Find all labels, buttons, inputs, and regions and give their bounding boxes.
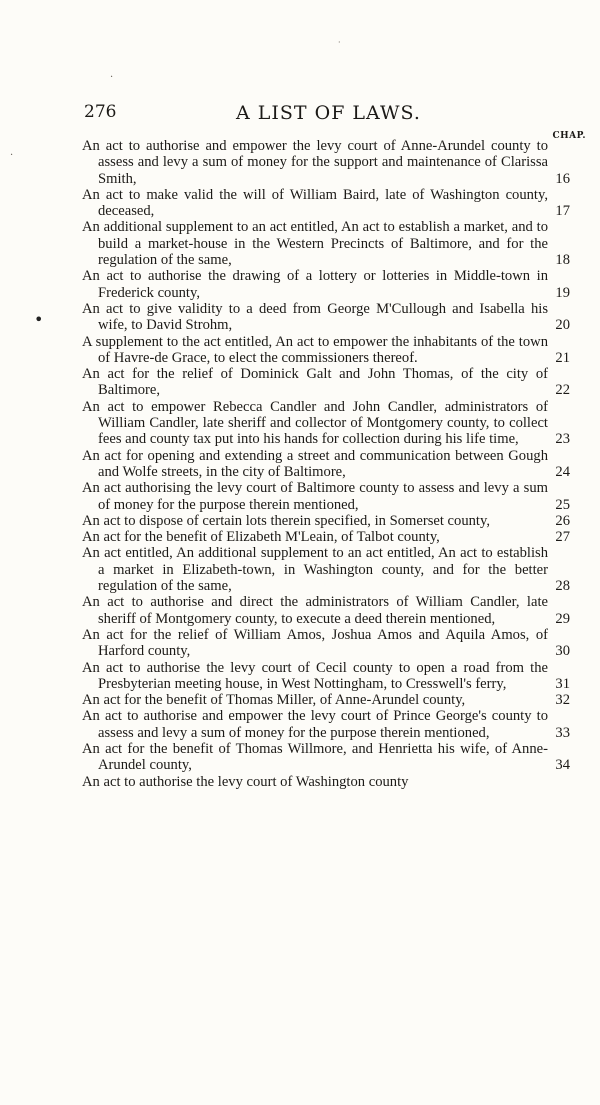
law-entry — [82, 138, 570, 187]
chapter-number: 31 — [555, 675, 570, 692]
law-entry-text: A supplement to the act entitled, An act to empower the inhabitants of the town of Havre-de Grace, to elect the commissioners thereof. — [82, 333, 548, 366]
law-entry-text: An additional supplement to an act entitled, An act to establish a market, and to build a market-house in the Western Precincts of Baltimore, and for the regulation of the same, — [82, 219, 548, 269]
law-entry-text: An act to authorise and empower the levy court of Anne-Arundel county to assess and levy a sum of money for the support and maintenance of Clarissa Smith, — [82, 138, 548, 187]
ink-speck: · — [10, 150, 14, 161]
law-entry-text: An act to give validity to a deed from George M'Cullough and Isabella his wife, to David Strohm, — [82, 300, 548, 334]
chapter-number: 25 — [555, 496, 570, 513]
law-entry — [82, 268, 570, 301]
law-entry — [82, 594, 570, 627]
law-list — [82, 138, 570, 790]
law-entry — [82, 692, 570, 708]
chapter-number: 26 — [555, 512, 570, 529]
law-entry-text: An act for opening and extending a street and communication between Gough and Wolfe streets, in the city of Baltimore, — [82, 447, 548, 480]
chapter-number: 33 — [555, 724, 570, 741]
law-entry — [82, 545, 570, 594]
chapter-number: 22 — [555, 382, 570, 399]
law-entry — [82, 301, 570, 334]
ink-speck: • — [34, 310, 44, 329]
chapter-number: 30 — [555, 643, 570, 660]
chapter-number: 34 — [555, 757, 570, 774]
law-entry-text: An act to authorise the levy court of Washington county — [82, 773, 409, 790]
law-entry — [82, 448, 570, 481]
law-entry-text: An act authorising the levy court of Baltimore county to assess and levy a sum of money for the purpose therein mentioned, — [82, 480, 548, 513]
law-entry — [82, 708, 570, 741]
law-entry-text: An act to authorise the levy court of Cecil county to open a road from the Presbyterian meeting house, in West Nottingham, to Cresswell's ferry, — [82, 659, 548, 692]
law-entry — [82, 399, 570, 448]
law-entry-text: An act to authorise and direct the administrators of William Candler, late sheriff of Montgomery county, to execute a deed therein mentioned, — [82, 594, 548, 627]
law-entry — [82, 334, 570, 367]
law-entry-text: An act for the benefit of Thomas Willmore, and Henrietta his wife, of Anne-Arundel county, — [82, 740, 548, 774]
law-entry-text: An act for the relief of William Amos, Joshua Amos and Aquila Amos, of Harford county, — [82, 626, 548, 660]
law-entry — [82, 480, 570, 513]
law-entry-text: An act for the benefit of Thomas Miller, of Anne-Arundel county, — [82, 692, 466, 709]
law-entry — [82, 741, 570, 774]
chapter-number: 29 — [555, 610, 570, 627]
law-entry — [82, 187, 570, 220]
law-entry-text: An act for the benefit of Elizabeth M'Leain, of Talbot county, — [82, 529, 440, 546]
page-header — [84, 102, 584, 128]
chapter-number: 28 — [555, 578, 570, 595]
law-entry — [82, 774, 570, 790]
ink-speck: · — [338, 38, 341, 47]
chapter-column-label: CHAP. — [552, 131, 586, 141]
chapter-number: 27 — [555, 529, 570, 546]
chapter-number: 21 — [555, 349, 570, 366]
chapter-number: 23 — [555, 431, 570, 448]
chapter-number: 18 — [555, 252, 570, 269]
law-entry — [82, 660, 570, 693]
chapter-number: 17 — [555, 203, 570, 220]
law-entry-text: An act to empower Rebecca Candler and John Candler, administrators of William Candler, late sheriff and collector of Montgomery county, to collect fees and county tax put into his hands for collection during his life time, — [82, 398, 548, 448]
law-entry-text: An act to make valid the will of William Baird, late of Washington county, deceased, — [82, 186, 548, 220]
law-entry — [82, 366, 570, 399]
ink-speck: · — [110, 72, 114, 83]
law-entry-text: An act to authorise and empower the levy court of Prince George's county to assess and levy a sum of money for the purpose therein mentioned, — [82, 708, 548, 741]
chapter-number: 24 — [555, 463, 570, 480]
page-number: 276 — [84, 102, 117, 122]
law-entry-text: An act to authorise the drawing of a lottery or lotteries in Middle-town in Frederick county, — [82, 268, 548, 301]
law-entry-text: An act entitled, An additional supplement to an act entitled, An act to establish a market in Elizabeth-town, in Washington county, and for the better regulation of the same, — [82, 545, 548, 595]
chapter-number: 32 — [555, 692, 570, 709]
law-entry — [82, 219, 570, 268]
chapter-number: 20 — [555, 317, 570, 334]
law-entry — [82, 513, 570, 529]
chapter-number: 19 — [555, 284, 570, 301]
law-entry-text: An act for the relief of Dominick Galt and John Thomas, of the city of Baltimore, — [82, 366, 548, 399]
law-entry — [82, 627, 570, 660]
chapter-number: 16 — [555, 170, 570, 187]
law-entry — [82, 529, 570, 545]
page-title: A LIST OF LAWS. — [236, 102, 421, 124]
law-entry-text: An act to dispose of certain lots therein specified, in Somerset county, — [82, 512, 490, 529]
